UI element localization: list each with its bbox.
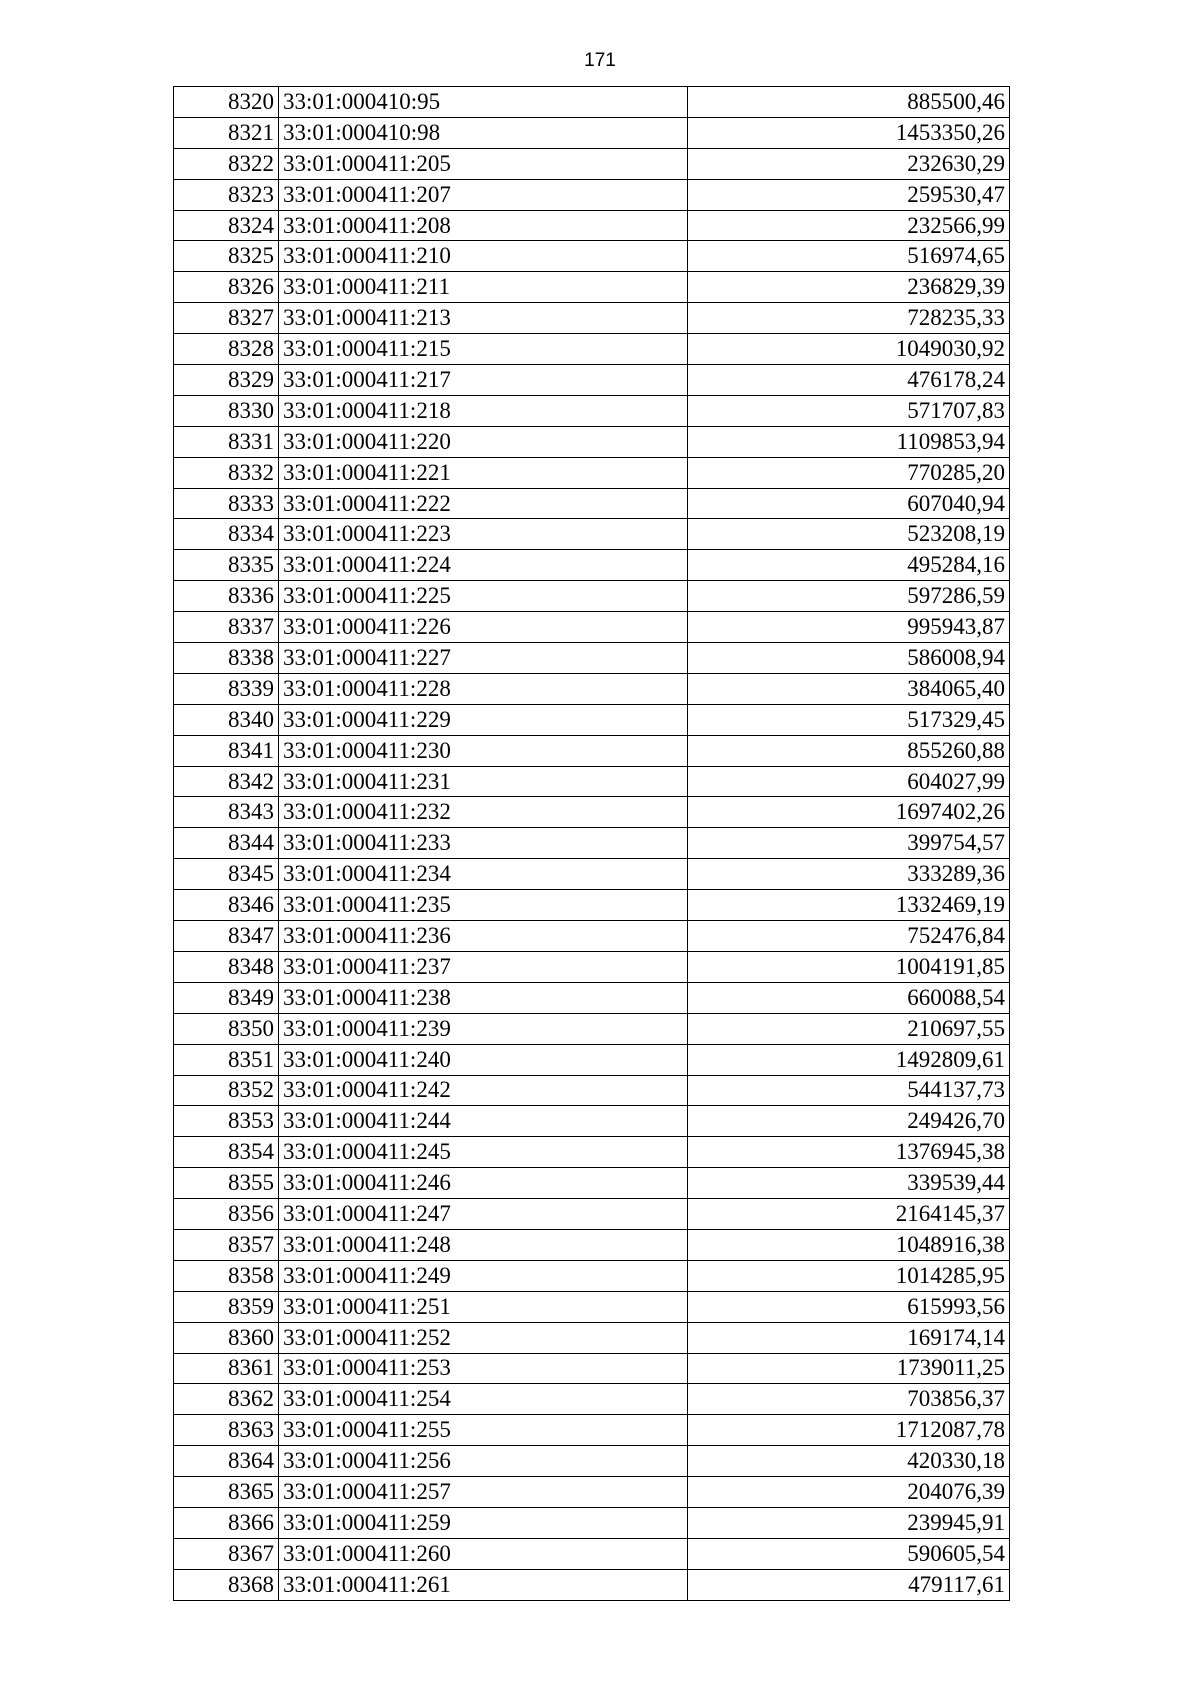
cadastral-number-cell: 33:01:000411:207 — [279, 179, 688, 210]
row-number-cell: 8343 — [174, 797, 279, 828]
table-row — [174, 1137, 1010, 1168]
row-number-cell: 8332 — [174, 457, 279, 488]
row-number-cell: 8328 — [174, 334, 279, 365]
table-row — [174, 828, 1010, 859]
cadastral-value-cell: 420330,18 — [688, 1446, 1010, 1477]
row-number-cell: 8340 — [174, 704, 279, 735]
cadastral-number-cell: 33:01:000411:225 — [279, 581, 688, 612]
cadastral-number-cell: 33:01:000411:222 — [279, 488, 688, 519]
cadastral-value-cell: 249426,70 — [688, 1106, 1010, 1137]
row-number-cell: 8354 — [174, 1137, 279, 1168]
row-number-cell: 8353 — [174, 1106, 279, 1137]
table-row — [174, 426, 1010, 457]
cadastral-number-cell: 33:01:000410:98 — [279, 117, 688, 148]
cadastral-number-cell: 33:01:000411:226 — [279, 612, 688, 643]
cadastral-value-cell: 479117,61 — [688, 1569, 1010, 1600]
table-row — [174, 1569, 1010, 1600]
table-row — [174, 87, 1010, 118]
cadastral-value-cell: 204076,39 — [688, 1477, 1010, 1508]
cadastral-value-cell: 1376945,38 — [688, 1137, 1010, 1168]
cadastral-number-cell: 33:01:000411:230 — [279, 735, 688, 766]
table-row — [174, 1507, 1010, 1538]
row-number-cell: 8321 — [174, 117, 279, 148]
table-row — [174, 766, 1010, 797]
cadastral-value-cell: 604027,99 — [688, 766, 1010, 797]
cadastral-value-cell: 660088,54 — [688, 982, 1010, 1013]
cadastral-value-cell: 210697,55 — [688, 1013, 1010, 1044]
row-number-cell: 8360 — [174, 1322, 279, 1353]
table-row — [174, 117, 1010, 148]
cadastral-value-cell: 232630,29 — [688, 148, 1010, 179]
cadastral-number-cell: 33:01:000411:223 — [279, 519, 688, 550]
cadastral-value-cell: 339539,44 — [688, 1168, 1010, 1199]
table-row — [174, 1291, 1010, 1322]
cadastral-number-cell: 33:01:000411:237 — [279, 951, 688, 982]
cadastral-value-cell: 1049030,92 — [688, 334, 1010, 365]
table-row — [174, 303, 1010, 334]
cadastral-number-cell: 33:01:000411:253 — [279, 1353, 688, 1384]
cadastral-value-cell: 517329,45 — [688, 704, 1010, 735]
table-row — [174, 797, 1010, 828]
row-number-cell: 8359 — [174, 1291, 279, 1322]
table-row — [174, 1168, 1010, 1199]
table-row — [174, 735, 1010, 766]
page-number: 171 — [584, 50, 616, 71]
table-row — [174, 395, 1010, 426]
cadastral-number-cell: 33:01:000411:254 — [279, 1384, 688, 1415]
cadastral-value-cell: 2164145,37 — [688, 1199, 1010, 1230]
table-row — [174, 612, 1010, 643]
row-number-cell: 8364 — [174, 1446, 279, 1477]
row-number-cell: 8357 — [174, 1229, 279, 1260]
cadastral-value-cell: 728235,33 — [688, 303, 1010, 334]
table-row — [174, 1538, 1010, 1569]
cadastral-value-cell: 703856,37 — [688, 1384, 1010, 1415]
row-number-cell: 8322 — [174, 148, 279, 179]
table-row — [174, 581, 1010, 612]
cadastral-value-cell: 1739011,25 — [688, 1353, 1010, 1384]
table-row — [174, 179, 1010, 210]
row-number-cell: 8329 — [174, 365, 279, 396]
row-number-cell: 8337 — [174, 612, 279, 643]
row-number-cell: 8334 — [174, 519, 279, 550]
cadastral-number-cell: 33:01:000411:217 — [279, 365, 688, 396]
row-number-cell: 8325 — [174, 241, 279, 272]
cadastral-value-cell: 571707,83 — [688, 395, 1010, 426]
table-row — [174, 1446, 1010, 1477]
cadastral-value-cell: 1492809,61 — [688, 1044, 1010, 1075]
table-row — [174, 859, 1010, 890]
cadastral-number-cell: 33:01:000411:218 — [279, 395, 688, 426]
row-number-cell: 8361 — [174, 1353, 279, 1384]
cadastral-number-cell: 33:01:000411:238 — [279, 982, 688, 1013]
cadastral-value-cell: 516974,65 — [688, 241, 1010, 272]
table-row — [174, 1199, 1010, 1230]
row-number-cell: 8335 — [174, 550, 279, 581]
cadastral-value-cell: 333289,36 — [688, 859, 1010, 890]
cadastral-number-cell: 33:01:000411:213 — [279, 303, 688, 334]
table-row — [174, 982, 1010, 1013]
cadastral-value-cell: 885500,46 — [688, 87, 1010, 118]
cadastral-value-cell: 399754,57 — [688, 828, 1010, 859]
table-row — [174, 951, 1010, 982]
cadastral-number-cell: 33:01:000411:229 — [279, 704, 688, 735]
table-row — [174, 272, 1010, 303]
cadastral-number-cell: 33:01:000411:224 — [279, 550, 688, 581]
row-number-cell: 8356 — [174, 1199, 279, 1230]
row-number-cell: 8350 — [174, 1013, 279, 1044]
row-number-cell: 8323 — [174, 179, 279, 210]
table-row — [174, 148, 1010, 179]
row-number-cell: 8346 — [174, 890, 279, 921]
table-row — [174, 365, 1010, 396]
cadastral-number-cell: 33:01:000411:242 — [279, 1075, 688, 1106]
table-row — [174, 890, 1010, 921]
cadastral-value-cell: 476178,24 — [688, 365, 1010, 396]
row-number-cell: 8355 — [174, 1168, 279, 1199]
cadastral-value-cell: 236829,39 — [688, 272, 1010, 303]
cadastral-number-cell: 33:01:000411:215 — [279, 334, 688, 365]
table-body — [174, 87, 1010, 1601]
cadastral-number-cell: 33:01:000411:234 — [279, 859, 688, 890]
table-row — [174, 241, 1010, 272]
cadastral-number-cell: 33:01:000411:210 — [279, 241, 688, 272]
cadastral-value-cell: 384065,40 — [688, 673, 1010, 704]
table-row — [174, 1106, 1010, 1137]
cadastral-value-cell: 607040,94 — [688, 488, 1010, 519]
cadastral-number-cell: 33:01:000411:208 — [279, 210, 688, 241]
table-row — [174, 1044, 1010, 1075]
table-row — [174, 1013, 1010, 1044]
row-number-cell: 8345 — [174, 859, 279, 890]
cadastral-number-cell: 33:01:000411:252 — [279, 1322, 688, 1353]
cadastral-value-cell: 1048916,38 — [688, 1229, 1010, 1260]
cadastral-number-cell: 33:01:000411:235 — [279, 890, 688, 921]
cadastral-number-cell: 33:01:000411:240 — [279, 1044, 688, 1075]
cadastral-number-cell: 33:01:000411:231 — [279, 766, 688, 797]
table-row — [174, 334, 1010, 365]
table-row — [174, 643, 1010, 674]
cadastral-value-cell: 770285,20 — [688, 457, 1010, 488]
cadastral-number-cell: 33:01:000411:205 — [279, 148, 688, 179]
row-number-cell: 8339 — [174, 673, 279, 704]
table-row — [174, 673, 1010, 704]
cadastral-number-cell: 33:01:000411:246 — [279, 1168, 688, 1199]
cadastral-value-cell: 615993,56 — [688, 1291, 1010, 1322]
row-number-cell: 8362 — [174, 1384, 279, 1415]
table-row — [174, 1415, 1010, 1446]
row-number-cell: 8324 — [174, 210, 279, 241]
row-number-cell: 8366 — [174, 1507, 279, 1538]
cadastral-number-cell: 33:01:000411:232 — [279, 797, 688, 828]
table-row — [174, 519, 1010, 550]
cadastral-value-cell: 232566,99 — [688, 210, 1010, 241]
cadastral-value-cell: 259530,47 — [688, 179, 1010, 210]
table-row — [174, 1075, 1010, 1106]
cadastral-number-cell: 33:01:000411:228 — [279, 673, 688, 704]
cadastral-number-cell: 33:01:000411:251 — [279, 1291, 688, 1322]
cadastral-number-cell: 33:01:000411:233 — [279, 828, 688, 859]
row-number-cell: 8352 — [174, 1075, 279, 1106]
table-row — [174, 704, 1010, 735]
cadastral-value-cell: 1332469,19 — [688, 890, 1010, 921]
table-row — [174, 1229, 1010, 1260]
row-number-cell: 8368 — [174, 1569, 279, 1600]
row-number-cell: 8358 — [174, 1260, 279, 1291]
cadastral-value-cell: 586008,94 — [688, 643, 1010, 674]
row-number-cell: 8326 — [174, 272, 279, 303]
cadastral-value-cell: 597286,59 — [688, 581, 1010, 612]
row-number-cell: 8367 — [174, 1538, 279, 1569]
cadastral-value-cell: 855260,88 — [688, 735, 1010, 766]
cadastral-number-cell: 33:01:000411:247 — [279, 1199, 688, 1230]
cadastral-number-cell: 33:01:000411:244 — [279, 1106, 688, 1137]
cadastral-number-cell: 33:01:000411:236 — [279, 921, 688, 952]
table-row — [174, 457, 1010, 488]
row-number-cell: 8349 — [174, 982, 279, 1013]
row-number-cell: 8347 — [174, 921, 279, 952]
row-number-cell: 8365 — [174, 1477, 279, 1508]
row-number-cell: 8333 — [174, 488, 279, 519]
cadastral-value-cell: 1453350,26 — [688, 117, 1010, 148]
cadastral-number-cell: 33:01:000411:227 — [279, 643, 688, 674]
row-number-cell: 8320 — [174, 87, 279, 118]
row-number-cell: 8342 — [174, 766, 279, 797]
row-number-cell: 8341 — [174, 735, 279, 766]
cadastral-number-cell: 33:01:000411:211 — [279, 272, 688, 303]
cadastral-number-cell: 33:01:000411:221 — [279, 457, 688, 488]
row-number-cell: 8338 — [174, 643, 279, 674]
cadastral-value-cell: 752476,84 — [688, 921, 1010, 952]
table-row — [174, 1353, 1010, 1384]
table-row — [174, 1384, 1010, 1415]
cadastral-number-cell: 33:01:000411:256 — [279, 1446, 688, 1477]
row-number-cell: 8348 — [174, 951, 279, 982]
cadastral-value-cell: 1014285,95 — [688, 1260, 1010, 1291]
cadastral-number-cell: 33:01:000411:261 — [279, 1569, 688, 1600]
cadastral-number-cell: 33:01:000411:248 — [279, 1229, 688, 1260]
cadastral-value-cell: 1004191,85 — [688, 951, 1010, 982]
cadastral-value-cell: 495284,16 — [688, 550, 1010, 581]
row-number-cell: 8336 — [174, 581, 279, 612]
row-number-cell: 8331 — [174, 426, 279, 457]
row-number-cell: 8363 — [174, 1415, 279, 1446]
cadastral-value-cell: 523208,19 — [688, 519, 1010, 550]
cadastral-number-cell: 33:01:000411:249 — [279, 1260, 688, 1291]
cadastral-value-cell: 169174,14 — [688, 1322, 1010, 1353]
table-row — [174, 1322, 1010, 1353]
cadastral-value-cell: 995943,87 — [688, 612, 1010, 643]
cadastral-value-cell: 239945,91 — [688, 1507, 1010, 1538]
row-number-cell: 8344 — [174, 828, 279, 859]
cadastral-value-cell: 590605,54 — [688, 1538, 1010, 1569]
cadastral-number-cell: 33:01:000411:245 — [279, 1137, 688, 1168]
cadastral-number-cell: 33:01:000411:257 — [279, 1477, 688, 1508]
cadastral-number-cell: 33:01:000411:220 — [279, 426, 688, 457]
cadastral-value-cell: 1712087,78 — [688, 1415, 1010, 1446]
cadastral-value-table — [173, 86, 1010, 1601]
table-row — [174, 488, 1010, 519]
row-number-cell: 8351 — [174, 1044, 279, 1075]
cadastral-number-cell: 33:01:000410:95 — [279, 87, 688, 118]
table-row — [174, 210, 1010, 241]
cadastral-number-cell: 33:01:000411:239 — [279, 1013, 688, 1044]
cadastral-number-cell: 33:01:000411:260 — [279, 1538, 688, 1569]
row-number-cell: 8330 — [174, 395, 279, 426]
cadastral-value-cell: 544137,73 — [688, 1075, 1010, 1106]
table-row — [174, 550, 1010, 581]
row-number-cell: 8327 — [174, 303, 279, 334]
table-row — [174, 1477, 1010, 1508]
cadastral-number-cell: 33:01:000411:255 — [279, 1415, 688, 1446]
cadastral-number-cell: 33:01:000411:259 — [279, 1507, 688, 1538]
table-row — [174, 921, 1010, 952]
cadastral-value-cell: 1697402,26 — [688, 797, 1010, 828]
table-row — [174, 1260, 1010, 1291]
cadastral-value-cell: 1109853,94 — [688, 426, 1010, 457]
